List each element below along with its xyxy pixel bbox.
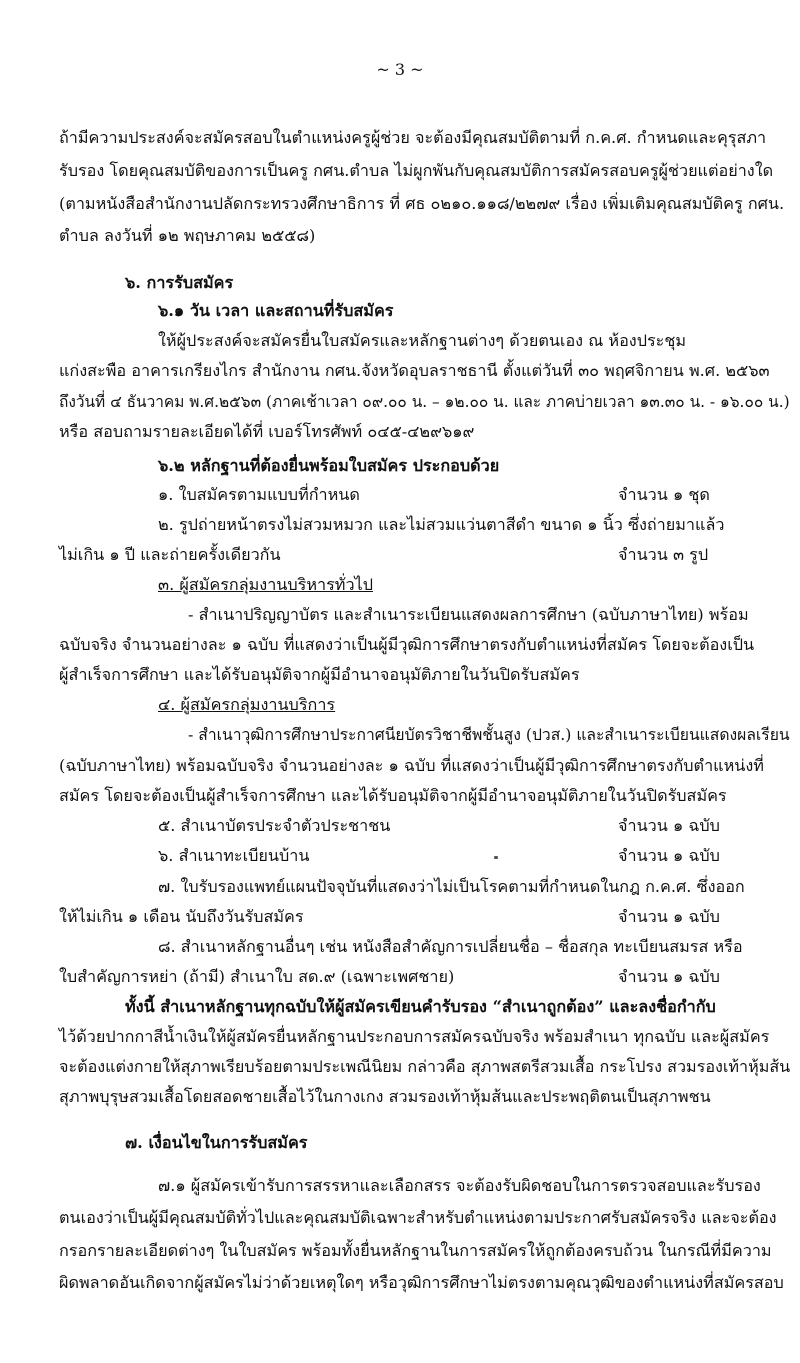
section-6-1-heading: ๖.๑ วัน เวลา และสถานที่รับสมัคร [158, 301, 394, 320]
item-7-line-2: ให้ไม่เกิน ๑ เดือน นับถึงวันรับสมัคร [59, 907, 304, 926]
note-line-4: สุภาพบุรุษสวมเสื้อโดยสอดชายเสื้อไว้ในกางเกง สวมรองเท้าหุ้มส้นและประพฤติตนเป็นสุภาพชน [59, 1087, 711, 1106]
item-6: ๖. สำเนาทะเบียนบ้าน [158, 846, 310, 865]
item-2-line-2: ไม่เกิน ๑ ปี และถ่ายครั้งเดียวกัน [59, 545, 281, 564]
item-3-line-1: - สำเนาปริญญาบัตร และสำเนาระเบียนแสดงผลการศึกษา (ฉบับภาษาไทย) พร้อม [188, 605, 749, 624]
item-4-line-3: สมัคร โดยจะต้องเป็นผู้สำเร็จการศึกษา และได้รับอนุมัติจากผู้มีอำนาจอนุมัติภายในวันปิดรับสมัคร [59, 786, 727, 805]
item-7-line-1: ๗. ใบรับรองแพทย์แผนปัจจุบันที่แสดงว่าไม่เป็นโรคตามที่กำหนดในกฎ ก.ค.ศ. ซึ่งออก [158, 877, 745, 896]
s7-line-4: ผิดพลาดอันเกิดจากผู้สมัครไม่ว่าด้วยเหตุใดๆ หรือวุฒิการศึกษาไม่ตรงตามคุณวุฒิของตำแหน่งที่สมัครสอบ [59, 1273, 784, 1292]
s61-line-2: แก่งสะพือ อาคารเกรียงไกร สำนักงาน กศน.จังหวัดอุบลราชธานี ตั้งแต่วันที่ ๓๐ พฤศจิกายน พ.ศ. ๒๕๖๓ [59, 361, 770, 380]
item-3-line-3: ผู้สำเร็จการศึกษา และได้รับอนุมัติจากผู้มีอำนาจอนุมัติภายในวันปิดรับสมัคร [59, 665, 580, 684]
intro-line-4: ตำบล ลงวันที่ ๑๒ พฤษภาคม ๒๕๕๘) [59, 226, 316, 245]
s7-line-2: ตนเองว่าเป็นผู้มีคุณสมบัติทั่วไปและคุณสมบัติเฉพาะสำหรับตำแหน่งตามประกาศรับสมัครจริง และจะต้อง [59, 1208, 777, 1227]
item-6-amount: จำนวน ๑ ฉบับ [618, 846, 720, 865]
intro-line-2: รับรอง โดยคุณสมบัติของการเป็นครู กศน.ตำบล ไม่ผูกพันกับคุณสมบัติการสมัครสอบครูผู้ช่วยแต่อย่างใด [59, 161, 774, 180]
item-3-line-2: ฉบับจริง จำนวนอย่างละ ๑ ฉบับ ที่แสดงว่าเป็นผู้มีวุฒิการศึกษาตรงกับตำแหน่งที่สมัคร โดยจะต้องเป็น [59, 635, 755, 654]
s7-line-1: ๗.๑ ผู้สมัครเข้ารับการสรรหาและเลือกสรร จะต้องรับผิดชอบในการตรวจสอบและรับรอง [158, 1176, 761, 1195]
item-8-amount: จำนวน ๑ ฉบับ [618, 967, 720, 986]
item-1: ๑. ใบสมัครตามแบบที่กำหนด [158, 485, 360, 504]
item-7-amount: จำนวน ๑ ฉบับ [618, 907, 720, 926]
s61-line-3: ถึงวันที่ ๔ ธันวาคม พ.ศ.๒๕๖๓ (ภาคเช้าเวลา ๐๙.๐๐ น. – ๑๒.๐๐ น. และ ภาคบ่ายเวลา ๑๓.๓๐ น. - ๑๖.๐๐ น.) [59, 392, 790, 411]
s61-line-4: หรือ สอบถามรายละเอียดได้ที่ เบอร์โทรศัพท์ ๐๔๕-๔๒๙๖๑๙ [59, 422, 475, 441]
item-1-amount: จำนวน ๑ ชุด [618, 485, 710, 504]
item-4-heading: ๔. ผู้สมัครกลุ่มงานบริการ [158, 695, 336, 714]
item-2-amount: จำนวน ๓ รูป [618, 545, 709, 564]
note-line-1: ทั้งนี้ สำเนาหลักฐานทุกฉบับให้ผู้สมัครเขียนคำรับรอง “สำเนาถูกต้อง” และลงชื่อกำกับ [125, 997, 716, 1016]
s7-line-3: กรอกรายละเอียดต่างๆ ในใบสมัคร พร้อมทั้งยื่นหลักฐานในการสมัครให้ถูกต้องครบถ้วน ในกรณีที่มีความ [59, 1241, 772, 1260]
section-6-2-heading: ๖.๒ หลักฐานที่ต้องยื่นพร้อมใบสมัคร ประกอบด้วย [158, 456, 500, 475]
section-7-heading: ๗. เงื่อนไขในการรับสมัคร [125, 1133, 308, 1152]
scan-speck [494, 856, 498, 859]
s61-line-1: ให้ผู้ประสงค์จะสมัครยื่นใบสมัครและหลักฐานต่างๆ ด้วยตนเอง ณ ห้องประชุม [158, 331, 687, 350]
section-6-heading: ๖. การรับสมัคร [125, 273, 234, 292]
intro-line-1: ถ้ามีความประสงค์จะสมัครสอบในตำแหน่งครูผู้ช่วย จะต้องมีคุณสมบัติตามที่ ก.ค.ศ. กำหนดและคุรุสภา [59, 128, 767, 147]
page-number: ~ 3 ~ [376, 60, 424, 79]
item-5-amount: จำนวน ๑ ฉบับ [618, 816, 720, 835]
note-line-2: ไว้ด้วยปากกาสีน้ำเงินให้ผู้สมัครยื่นหลักฐานประกอบการสมัครฉบับจริง พร้อมสำเนา ทุกฉบับ และผู้สมัคร [59, 1027, 770, 1046]
intro-line-3: (ตามหนังสือสำนักงานปลัดกระทรวงศึกษาธิการ ที่ ศธ ๐๒๑๐.๑๑๘/๒๒๗๙ เรื่อง เพิ่มเติมคุณสมบัติครู กศน. [59, 194, 785, 213]
item-2-line-1: ๒. รูปถ่ายหน้าตรงไม่สวมหมวก และไม่สวมแว่นตาสีดำ ขนาด ๑ นิ้ว ซึ่งถ่ายมาแล้ว [158, 515, 725, 534]
item-3-heading: ๓. ผู้สมัครกลุ่มงานบริหารทั่วไป [158, 575, 373, 594]
note-line-3: จะต้องแต่งกายให้สุภาพเรียบร้อยตามประเพณีนิยม กล่าวคือ สุภาพสตรีสวมเสื้อ กระโปรง สวมรองเท้าหุ้มส้น [59, 1057, 791, 1076]
item-4-line-1: - สำเนาวุฒิการศึกษาประกาศนียบัตรวิชาชีพชั้นสูง (ปวส.) และสำเนาระเบียนแสดงผลเรียน [188, 725, 790, 744]
item-4-line-2: (ฉบับภาษาไทย) พร้อมฉบับจริง จำนวนอย่างละ ๑ ฉบับ ที่แสดงว่าเป็นผู้มีวุฒิการศึกษาตรงกับตำแหน่งที่ [59, 756, 764, 775]
item-8-line-1: ๘. สำเนาหลักฐานอื่นๆ เช่น หนังสือสำคัญการเปลี่ยนชื่อ – ชื่อสกุล ทะเบียนสมรส หรือ [158, 937, 743, 956]
item-5: ๕. สำเนาบัตรประจำตัวประชาชน [158, 816, 391, 835]
item-8-line-2: ใบสำคัญการหย่า (ถ้ามี) สำเนาใบ สด.๙ (เฉพาะเพศชาย) [59, 967, 455, 986]
